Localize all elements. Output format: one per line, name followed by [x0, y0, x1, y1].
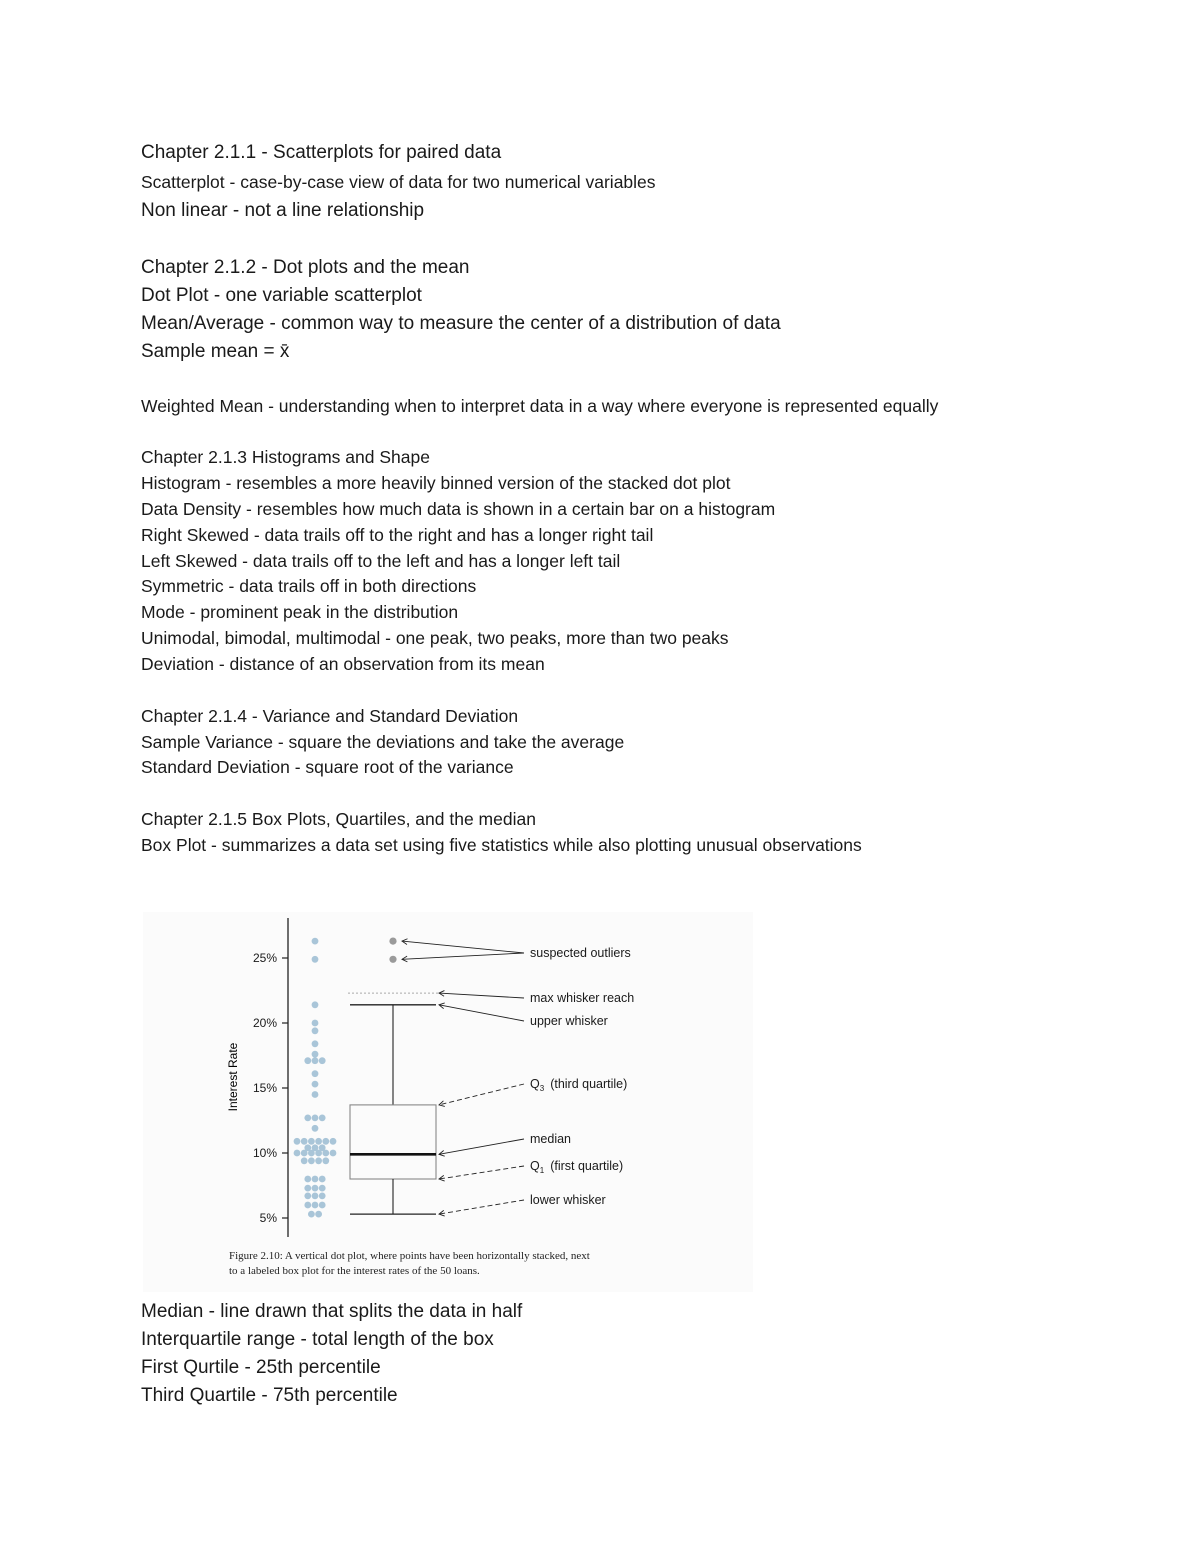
figure-caption-line-2: to a labeled box plot for the interest rates of the 50 loans. — [229, 1265, 480, 1277]
definition-non-linear: Non linear - not a line relationship — [141, 200, 425, 221]
section-heading-2-1-2: Chapter 2.1.2 - Dot plots and the mean — [141, 257, 470, 278]
dot-plot-point — [304, 1057, 311, 1064]
section-heading-2-1-5: Chapter 2.1.5 Box Plots, Quartiles, and the median — [141, 809, 536, 829]
annotation-lower-whisker: lower whisker — [530, 1193, 606, 1207]
y-tick-label: 20% — [252, 1016, 277, 1030]
iqr-box — [350, 1105, 436, 1179]
definition-median: Median - line drawn that splits the data in half — [141, 1301, 523, 1322]
dot-plot-point — [319, 1057, 326, 1064]
dot-plot-point — [315, 1211, 322, 1218]
dot-plot-point — [308, 1211, 315, 1218]
dot-plot-point — [330, 1138, 337, 1145]
sample-mean-formula: Sample mean = x̄ — [141, 341, 290, 362]
annotation-suspected-outliers: suspected outliers — [530, 946, 631, 960]
dot-plot-point — [319, 1193, 326, 1200]
dot-plot-point — [301, 1150, 308, 1157]
definition-first-quartile: First Qurtile - 25th percentile — [141, 1357, 381, 1378]
dot-plot-point — [312, 1051, 319, 1058]
annotation-max-whisker-reach: max whisker reach — [530, 991, 635, 1005]
outlier-point — [389, 956, 396, 963]
annotation-upper-whisker: upper whisker — [530, 1014, 608, 1028]
definition-histogram: Histogram - resembles a more heavily binned version of the stacked dot plot — [141, 473, 731, 493]
dot-plot-point — [319, 1202, 326, 1209]
dot-plot-point — [312, 1125, 319, 1132]
dot-plot-point — [304, 1202, 311, 1209]
dot-plot-point — [319, 1185, 326, 1192]
dot-plot-point — [308, 1157, 315, 1164]
dot-plot-point — [304, 1176, 311, 1183]
definition-left-skewed: Left Skewed - data trails off to the left and has a longer left tail — [141, 551, 621, 571]
definition-scatterplot: Scatterplot - case-by-case view of data for two numerical variables — [141, 172, 656, 192]
dot-plot-point — [312, 1115, 319, 1122]
figure-caption-line-1: Figure 2.10: A vertical dot plot, where points have been horizontally stacked, next — [229, 1250, 590, 1262]
dot-plot-point — [319, 1176, 326, 1183]
dot-plot-point — [330, 1150, 337, 1157]
annotation-q3: $Q_3$ (third quartile) — [530, 1077, 628, 1093]
dot-plot-point — [304, 1185, 311, 1192]
section-heading-2-1-1: Chapter 2.1.1 - Scatterplots for paired data — [141, 142, 502, 163]
dot-plot-point — [312, 1202, 319, 1209]
definition-third-quartile: Third Quartile - 75th percentile — [141, 1385, 398, 1406]
dot-plot-point — [312, 938, 319, 945]
dot-plot-point — [312, 1176, 319, 1183]
dot-plot-point — [312, 1081, 319, 1088]
dot-plot-point — [304, 1193, 311, 1200]
definition-right-skewed: Right Skewed - data trails off to the right and has a longer right tail — [141, 525, 654, 545]
definition-mean: Mean/Average - common way to measure the center of a distribution of data — [141, 313, 781, 334]
y-tick-label: 10% — [252, 1146, 277, 1160]
dot-plot-point — [301, 1157, 308, 1164]
definition-sample-variance: Sample Variance - square the deviations and take the average — [141, 732, 625, 752]
dot-plot-point — [312, 1091, 319, 1098]
definition-standard-deviation: Standard Deviation - square root of the variance — [141, 757, 514, 777]
definition-modality: Unimodal, bimodal, multimodal - one peak, two peaks, more than two peaks — [141, 628, 729, 648]
dot-plot-point — [312, 1001, 319, 1008]
dot-plot-point — [301, 1138, 308, 1145]
dot-plot-point — [322, 1138, 329, 1145]
dot-plot-point — [315, 1150, 322, 1157]
dot-plot-point — [308, 1138, 315, 1145]
section-heading-2-1-4: Chapter 2.1.4 - Variance and Standard Deviation — [141, 706, 519, 726]
annotation-q1: $Q_1$ (first quartile) — [530, 1159, 624, 1175]
dot-plot-point — [312, 1027, 319, 1034]
outlier-point — [389, 938, 396, 945]
dot-plot-point — [319, 1115, 326, 1122]
annotation-median: median — [530, 1132, 571, 1146]
dot-plot-point — [312, 1185, 319, 1192]
definition-deviation: Deviation - distance of an observation from its mean — [141, 654, 545, 674]
dot-plot-point — [312, 1040, 319, 1047]
definition-weighted-mean: Weighted Mean - understanding when to interpret data in a way where everyone is represented equally — [141, 396, 939, 416]
definition-dot-plot: Dot Plot - one variable scatterplot — [141, 285, 422, 306]
y-tick-label: 15% — [252, 1081, 277, 1095]
dot-plot-point — [294, 1150, 301, 1157]
y-tick-label: 25% — [252, 951, 277, 965]
definition-data-density: Data Density - resembles how much data is shown in a certain bar on a histogram — [141, 499, 776, 519]
dot-plot-point — [312, 1020, 319, 1027]
y-axis-label: Interest Rate — [226, 1042, 240, 1112]
dot-plot-point — [294, 1138, 301, 1145]
section-heading-2-1-3: Chapter 2.1.3 Histograms and Shape — [141, 447, 430, 467]
definition-mode: Mode - prominent peak in the distribution — [141, 602, 459, 622]
definition-interquartile-range: Interquartile range - total length of the box — [141, 1329, 494, 1350]
dot-plot-point — [322, 1150, 329, 1157]
definition-box-plot: Box Plot - summarizes a data set using five statistics while also plotting unusual observations — [141, 835, 862, 855]
dot-plot-point — [308, 1150, 315, 1157]
box-plot-figure — [143, 912, 753, 1292]
dot-plot-point — [315, 1157, 322, 1164]
definition-symmetric: Symmetric - data trails off in both directions — [141, 576, 477, 596]
dot-plot-point — [312, 1193, 319, 1200]
dot-plot-point — [315, 1138, 322, 1145]
y-tick-label: 5% — [259, 1211, 277, 1225]
dot-plot-point — [312, 1070, 319, 1077]
dot-plot-point — [322, 1157, 329, 1164]
dot-plot-point — [304, 1115, 311, 1122]
dot-plot-point — [312, 956, 319, 963]
dot-plot-point — [312, 1057, 319, 1064]
